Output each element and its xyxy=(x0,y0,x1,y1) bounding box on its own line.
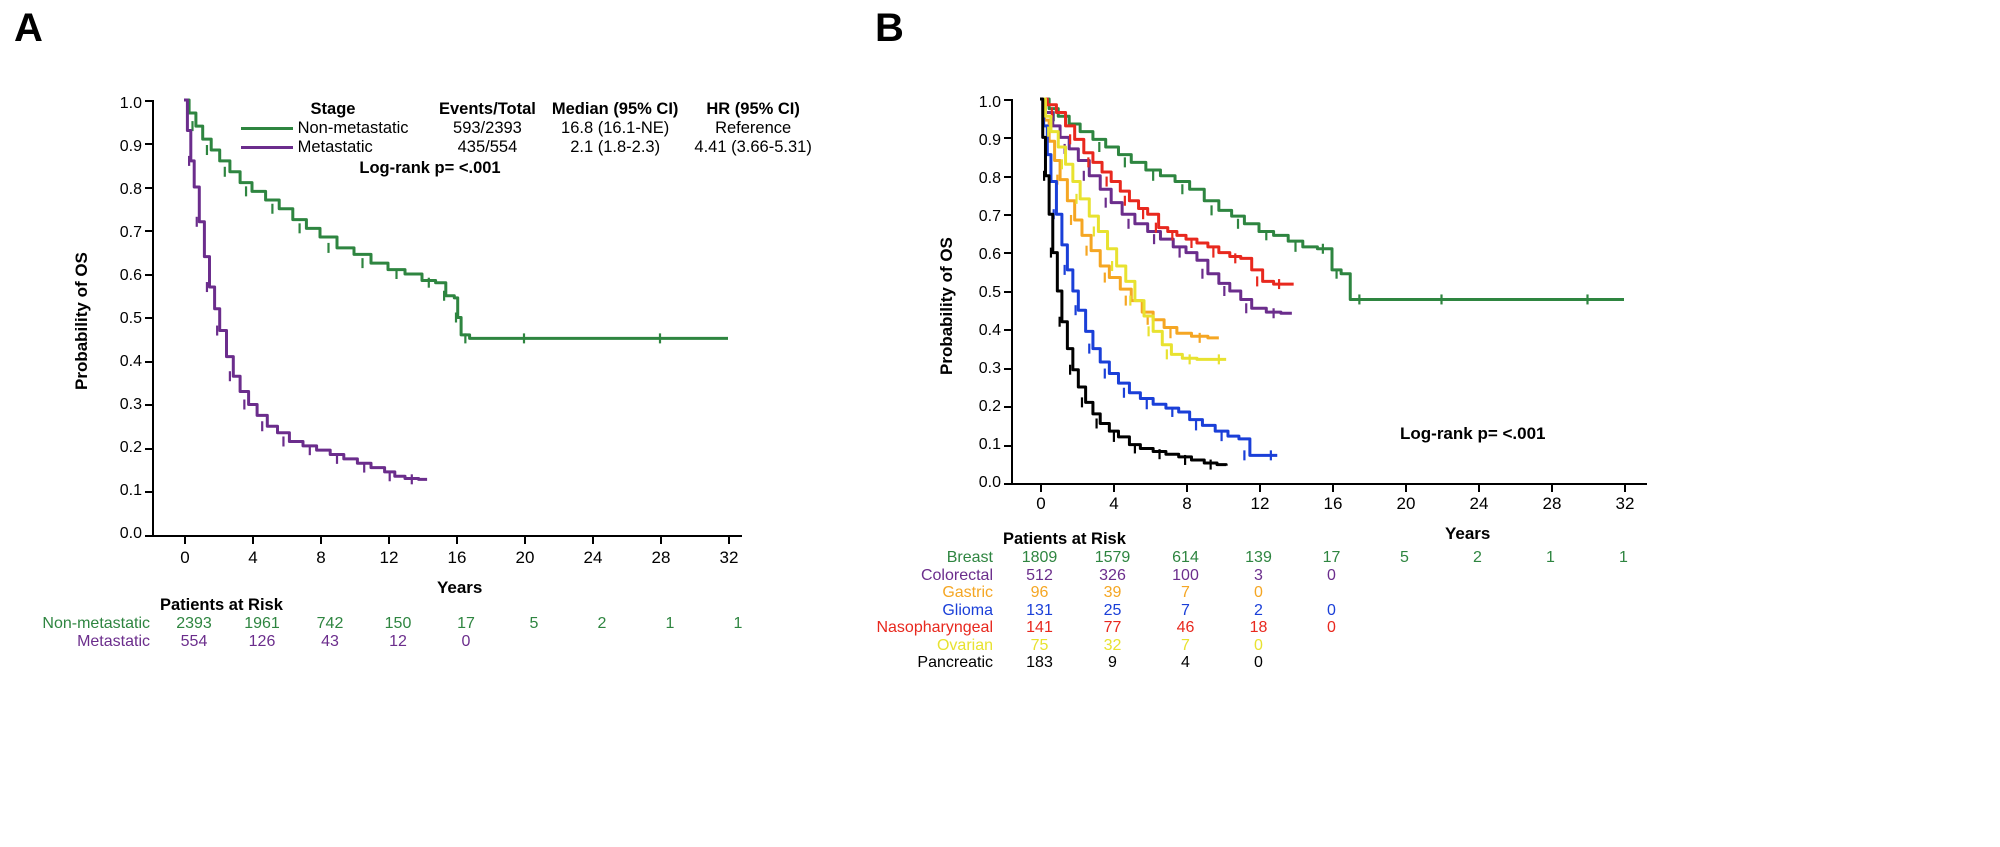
panel-b-ytick: 0.2 xyxy=(978,398,1001,415)
panel-a-ytick: 0.2 xyxy=(119,439,142,456)
risk-row-label: Nasopharyngeal xyxy=(876,619,993,636)
risk-value: 1961 xyxy=(244,615,280,632)
risk-value: 96 xyxy=(1030,584,1049,601)
risk-value: 0 xyxy=(1254,636,1263,654)
risk-value: 0 xyxy=(461,632,471,650)
panel-b-x-axis-label: Years xyxy=(1445,524,1491,543)
risk-value: 12 xyxy=(389,632,407,650)
panel-b-ytick: 0.1 xyxy=(978,436,1001,453)
curve-glioma xyxy=(1040,99,1277,455)
risk-value xyxy=(1514,602,1587,620)
risk-value xyxy=(1514,619,1587,637)
risk-value: 742 xyxy=(316,615,344,632)
legend-events-nonmetastatic: 593/2393 xyxy=(453,119,522,137)
panel-a-risk-table xyxy=(10,596,772,650)
risk-value xyxy=(568,633,636,651)
curve-colorectal xyxy=(1040,99,1292,313)
risk-value: 7 xyxy=(1181,601,1190,619)
curve-nasopharyngeal xyxy=(1040,99,1294,284)
risk-row xyxy=(855,567,1660,585)
risk-value: 2393 xyxy=(176,615,212,632)
panel-a-ytick: 0.0 xyxy=(119,525,142,542)
risk-value xyxy=(1295,654,1368,672)
risk-value: 0 xyxy=(1254,584,1263,601)
panel-a-ytick: 1.0 xyxy=(119,95,142,112)
panel-b-ytick: 0.0 xyxy=(978,474,1001,491)
risk-value xyxy=(1295,584,1368,602)
legend-swatch-nonmetastatic xyxy=(241,127,293,130)
panel-a-ytick: 0.9 xyxy=(119,138,142,155)
panel-b-ytick: 1.0 xyxy=(978,94,1001,111)
panel-b-xtick: 12 xyxy=(1250,494,1270,513)
risk-value xyxy=(1368,567,1441,585)
legend-row xyxy=(235,138,820,157)
legend-median-metastatic: 2.1 (1.8-2.3) xyxy=(570,138,661,156)
panel-b-ytick: 0.4 xyxy=(978,322,1001,339)
risk-value xyxy=(1514,567,1587,585)
risk-row xyxy=(855,602,1660,620)
risk-row xyxy=(855,584,1660,602)
legend-row-label xyxy=(235,119,431,138)
risk-value: 1579 xyxy=(1094,549,1131,566)
risk-value: 4 xyxy=(1181,654,1190,671)
risk-value: 32 xyxy=(1103,636,1122,654)
panel-b-log-rank: Log-rank p= <.001 xyxy=(1400,424,1546,443)
panel-b-xtick: 16 xyxy=(1323,494,1343,513)
risk-row-label: Colorectal xyxy=(920,566,993,584)
legend-header-median: Median (95% CI) xyxy=(551,100,679,118)
panel-a-y-axis-label: Probability of OS xyxy=(72,252,91,390)
panel-b-xtick: 28 xyxy=(1542,494,1562,513)
panel-a-xtick: 32 xyxy=(719,548,739,567)
risk-value xyxy=(1587,619,1660,637)
risk-value: 25 xyxy=(1103,601,1122,619)
risk-value xyxy=(1368,584,1441,602)
risk-value xyxy=(1368,637,1441,655)
risk-row-label: Metastatic xyxy=(77,632,150,650)
risk-value: 2 xyxy=(597,615,607,632)
panel-b-xtick: 8 xyxy=(1182,494,1192,513)
risk-value xyxy=(1514,584,1587,602)
risk-value xyxy=(1441,619,1514,637)
panel-a-xtick: 16 xyxy=(447,548,467,567)
risk-value: 1809 xyxy=(1021,549,1058,566)
risk-value xyxy=(1441,567,1514,585)
risk-value: 0 xyxy=(1254,654,1263,671)
risk-value: 9 xyxy=(1108,654,1117,671)
risk-value xyxy=(1587,602,1660,620)
panel-a-letter: A xyxy=(14,6,43,50)
legend-events-metastatic: 435/554 xyxy=(457,138,518,156)
risk-value: 126 xyxy=(248,632,276,650)
risk-value: 7 xyxy=(1181,636,1190,654)
risk-row-label: Gastric xyxy=(942,584,993,601)
risk-row-label: Glioma xyxy=(942,601,993,619)
risk-value xyxy=(1587,567,1660,585)
risk-value xyxy=(1368,654,1441,672)
panel-b-ytick: 0.5 xyxy=(978,284,1001,301)
risk-value xyxy=(1587,584,1660,602)
censor-marks-metastatic xyxy=(189,156,412,484)
risk-value: 1 xyxy=(1546,549,1555,566)
panel-a-ytick: 0.4 xyxy=(119,353,142,370)
risk-row xyxy=(855,619,1660,637)
panel-a-ytick: 0.5 xyxy=(119,310,142,327)
risk-value: 1 xyxy=(665,615,675,632)
panel-b-ytick: 0.9 xyxy=(978,132,1001,149)
risk-value: 100 xyxy=(1172,566,1199,584)
risk-value: 554 xyxy=(180,632,208,650)
risk-value: 131 xyxy=(1026,601,1053,619)
panel-b-letter: B xyxy=(875,6,904,50)
panel-a-xtick: 8 xyxy=(316,548,326,567)
risk-value: 18 xyxy=(1249,619,1268,636)
risk-value: 46 xyxy=(1176,619,1195,636)
risk-row xyxy=(855,549,1660,567)
risk-value: 5 xyxy=(529,615,539,632)
risk-value xyxy=(1368,619,1441,637)
risk-value xyxy=(1514,637,1587,655)
legend-header-hr: HR (95% CI) xyxy=(706,100,800,118)
risk-value: 139 xyxy=(1245,549,1272,566)
risk-row-label: Non-metastatic xyxy=(42,615,150,632)
legend-label-nonmetastatic: Non-metastatic xyxy=(297,119,409,137)
panel-a-x-axis-label: Years xyxy=(437,578,483,597)
risk-value: 326 xyxy=(1099,566,1126,584)
panel-b-ytick: 0.8 xyxy=(978,170,1001,187)
panel-b-risk-table xyxy=(855,530,1660,672)
risk-row-label: Ovarian xyxy=(936,636,993,654)
risk-value xyxy=(1441,654,1514,672)
panel-b-y-axis-label: Probability of OS xyxy=(937,237,956,375)
legend-swatch-metastatic xyxy=(241,146,293,149)
risk-value: 150 xyxy=(384,615,412,632)
risk-value: 5 xyxy=(1400,549,1409,566)
panel-a-xtick: 4 xyxy=(248,548,258,567)
panel-a-ytick: 0.6 xyxy=(119,267,142,284)
panel-b-ytick: 0.3 xyxy=(978,360,1001,377)
panel-b-xtick: 0 xyxy=(1036,494,1046,513)
risk-value: 17 xyxy=(457,615,475,632)
risk-value xyxy=(1295,637,1368,655)
legend-row xyxy=(235,119,820,138)
risk-value: 1 xyxy=(1619,549,1628,566)
risk-value: 43 xyxy=(321,632,339,650)
panel-a-risk-title: Patients at Risk xyxy=(160,596,283,614)
panel-a-ytick: 0.3 xyxy=(119,396,142,413)
panel-b xyxy=(845,0,2000,847)
risk-value xyxy=(1587,654,1660,672)
censor-marks-breast xyxy=(1054,111,1588,304)
panel-b-xtick: 24 xyxy=(1469,494,1489,513)
curve-breast xyxy=(1040,99,1624,299)
legend-header-events: Events/Total xyxy=(439,100,536,118)
risk-value xyxy=(1514,654,1587,672)
panel-b-xtick: 32 xyxy=(1615,494,1635,513)
risk-value xyxy=(1441,584,1514,602)
panel-a-xtick: 20 xyxy=(515,548,535,567)
risk-row xyxy=(855,654,1660,672)
risk-value: 1 xyxy=(733,615,743,632)
legend-row-label xyxy=(235,138,431,157)
risk-row-label: Breast xyxy=(946,549,993,566)
risk-value: 614 xyxy=(1172,549,1199,566)
panel-b-ytick: 0.6 xyxy=(978,246,1001,263)
legend-header-stage: Stage xyxy=(310,100,356,118)
panel-a-xtick: 0 xyxy=(180,548,190,567)
panel-b-risk-title: Patients at Risk xyxy=(1003,530,1126,548)
panel-a-log-rank: Log-rank p= <.001 xyxy=(359,159,501,177)
risk-value xyxy=(500,633,568,651)
risk-row xyxy=(10,615,772,633)
risk-value xyxy=(1368,602,1441,620)
risk-value: 0 xyxy=(1327,601,1336,619)
risk-value: 183 xyxy=(1026,654,1053,671)
panel-a-legend xyxy=(235,100,820,178)
risk-value: 77 xyxy=(1103,619,1122,636)
panel-a-xtick: 28 xyxy=(651,548,671,567)
panel-a-xtick: 24 xyxy=(583,548,603,567)
legend-label-metastatic: Metastatic xyxy=(297,138,373,156)
risk-value: 3 xyxy=(1254,566,1263,584)
panel-b-xtick: 4 xyxy=(1109,494,1119,513)
risk-value xyxy=(1441,602,1514,620)
risk-value xyxy=(1587,637,1660,655)
panel-a-ytick: 0.1 xyxy=(119,482,142,499)
risk-value xyxy=(1441,637,1514,655)
panel-a-xtick: 12 xyxy=(379,548,399,567)
panel-b-ytick: 0.7 xyxy=(978,208,1001,225)
panel-a-ytick: 0.7 xyxy=(119,224,142,241)
risk-value xyxy=(636,633,704,651)
risk-value: 2 xyxy=(1473,549,1482,566)
risk-value: 512 xyxy=(1026,566,1053,584)
risk-value: 141 xyxy=(1026,619,1053,636)
risk-value: 0 xyxy=(1327,619,1336,636)
legend-hr-metastatic: 4.41 (3.66-5.31) xyxy=(694,138,812,156)
risk-value: 39 xyxy=(1103,584,1122,601)
risk-value: 2 xyxy=(1254,601,1263,619)
panel-b-xtick: 20 xyxy=(1396,494,1416,513)
risk-value: 17 xyxy=(1322,549,1341,566)
legend-median-nonmetastatic: 16.8 (16.1-NE) xyxy=(561,119,670,137)
panel-a-ytick: 0.8 xyxy=(119,181,142,198)
risk-value: 7 xyxy=(1181,584,1190,601)
risk-value xyxy=(704,633,772,651)
risk-row-label: Pancreatic xyxy=(917,654,993,671)
legend-hr-nonmetastatic: Reference xyxy=(715,119,792,137)
risk-value: 0 xyxy=(1327,566,1336,584)
censor-marks-gastric xyxy=(1047,136,1200,343)
risk-value: 75 xyxy=(1030,636,1049,654)
risk-row xyxy=(10,633,772,651)
risk-row xyxy=(855,637,1660,655)
